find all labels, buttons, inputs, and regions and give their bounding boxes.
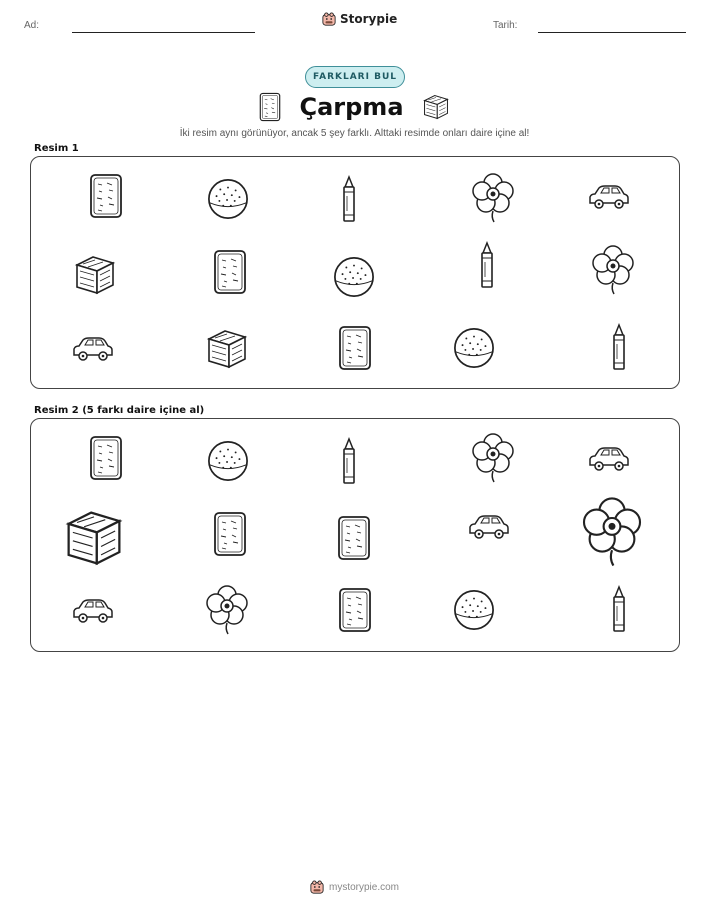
cracker-icon[interactable] [338, 587, 372, 633]
footer-site[interactable]: mystorypie.com [328, 881, 399, 893]
flower-icon[interactable] [591, 245, 635, 295]
picture1-label: Resim 1 [34, 143, 79, 154]
cracker-icon[interactable] [337, 515, 371, 561]
crayon-icon[interactable] [611, 585, 627, 633]
crayon-icon[interactable] [341, 175, 357, 223]
cracker-icon[interactable] [89, 435, 123, 481]
cookie-icon[interactable] [333, 256, 375, 298]
date-line[interactable] [538, 32, 686, 33]
cube-icon[interactable] [63, 507, 125, 569]
cracker-icon [259, 92, 281, 122]
flower-icon[interactable] [471, 173, 515, 223]
brand-name: Storypie [340, 12, 398, 26]
name-label: Ad: [24, 20, 40, 31]
date-label: Tarih: [493, 20, 518, 31]
car-icon[interactable] [587, 183, 631, 211]
flower-icon[interactable] [471, 433, 515, 483]
cube-icon [422, 93, 450, 121]
cookie-icon[interactable] [453, 589, 495, 631]
instructions: İki resim aynı görünüyor, ancak 5 şey farklı. Alttaki resimde onları daire içine al! [179, 128, 530, 139]
crayon-icon[interactable] [341, 437, 357, 485]
car-icon[interactable] [467, 513, 511, 541]
cracker-icon[interactable] [338, 325, 372, 371]
cracker-icon[interactable] [213, 511, 247, 557]
cube-icon[interactable] [73, 253, 117, 297]
cookie-icon[interactable] [207, 178, 249, 220]
car-icon[interactable] [71, 597, 115, 625]
flower-icon[interactable] [205, 585, 249, 635]
crayon-icon[interactable] [611, 323, 627, 371]
cracker-icon[interactable] [213, 249, 247, 295]
flower-icon[interactable] [581, 497, 643, 567]
brand-logo [322, 12, 397, 26]
picture2-panel [30, 418, 680, 652]
picture1-panel [30, 156, 680, 389]
name-line[interactable] [72, 32, 255, 33]
footer [0, 880, 709, 894]
storypie-logo-icon [322, 12, 336, 26]
cracker-icon[interactable] [89, 173, 123, 219]
cookie-icon[interactable] [207, 440, 249, 482]
picture2-label: Resim 2 (5 farkı daire içine al) [34, 405, 205, 416]
car-icon[interactable] [587, 445, 631, 473]
cookie-icon[interactable] [453, 327, 495, 369]
storypie-logo-icon [310, 880, 324, 894]
crayon-icon[interactable] [479, 241, 495, 289]
worksheet-badge: FARKLARI BUL [305, 66, 405, 88]
car-icon[interactable] [71, 335, 115, 363]
title-row [0, 92, 709, 122]
cube-icon[interactable] [205, 327, 249, 371]
page-title: Çarpma [299, 93, 404, 121]
